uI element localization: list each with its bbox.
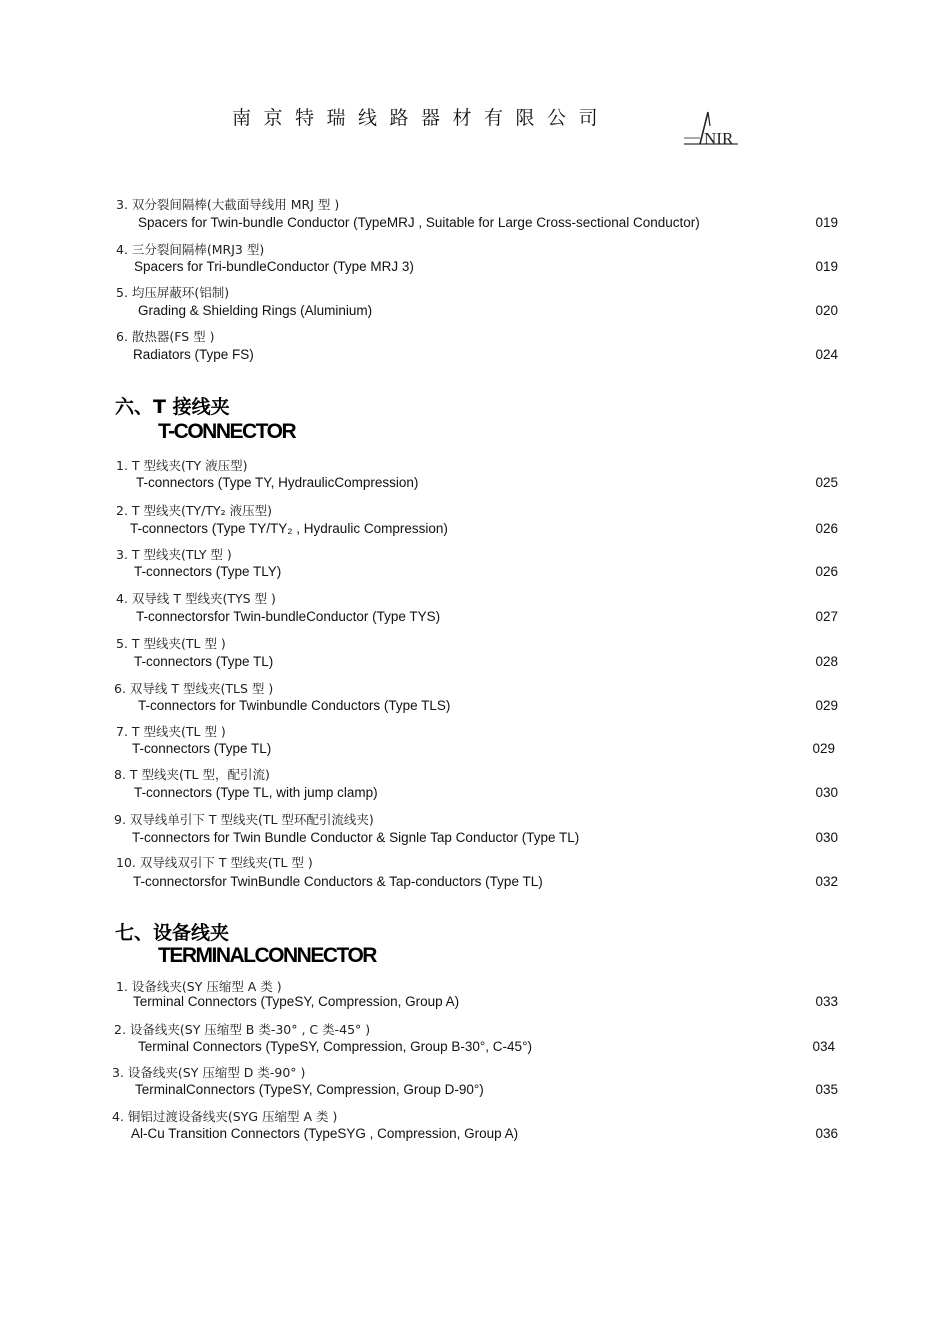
list-item-cn: 4. 三分裂间隔棒(MRJ3 型) [116, 242, 265, 257]
page-number: 026 [815, 521, 838, 536]
list-item-en: T-connectors (Type TL, with jump clamp) [134, 785, 378, 800]
page-number: 029 [815, 698, 838, 713]
page-number: 025 [815, 475, 838, 490]
list-item-en: T-connectors for Twinbundle Conductors (Type TLS) [138, 698, 451, 713]
company-logo [680, 100, 742, 152]
page-number: 030 [815, 830, 838, 845]
page-number: 019 [815, 259, 838, 274]
list-item-cn: 6. 散热器(FS 型 ) [116, 329, 215, 344]
page-number: 027 [815, 609, 838, 624]
list-item-en: Spacers for Twin-bundle Conductor (TypeMRJ , Suitable for Large Cross-sectional Conductor) [138, 215, 700, 230]
logo-text: NIR [704, 129, 734, 148]
page-number: 030 [815, 785, 838, 800]
list-item-en: T-connectorsfor TwinBundle Conductors & Tap-conductors (Type TL) [133, 874, 543, 889]
list-item-cn: 3. 设备线夹(SY 压缩型 D 类-90° ) [112, 1065, 306, 1080]
list-item-cn: 7. T 型线夹(TL 型 ) [116, 724, 226, 739]
page-number: 028 [815, 654, 838, 669]
page-number: 024 [815, 347, 838, 362]
section-title-cn: 七、设备线夹 [115, 922, 230, 944]
section-title-cn: 六、T 接线夹 [115, 396, 230, 418]
page-number: 035 [815, 1082, 838, 1097]
list-item-cn: 5. 均压屏蔽环(铝制) [116, 285, 230, 300]
list-item-en: T-connectors (Type TL) [132, 741, 272, 756]
list-item-en: T-connectors (Type TL) [134, 654, 274, 669]
page-number: 029 [812, 741, 835, 756]
page-number: 026 [815, 564, 838, 579]
list-item-en: Terminal Connectors (TypeSY, Compression, Group B-30°, C-45°) [138, 1039, 532, 1054]
list-item-en: Radiators (Type FS) [133, 347, 254, 362]
list-item-cn: 8. T 型线夹(TL 型，配引流) [114, 767, 270, 782]
section-title-en: TERMINALCONNECTOR [158, 944, 376, 967]
list-item-cn: 1. T 型线夹(TY 液压型) [116, 458, 248, 473]
page-number: 034 [812, 1039, 835, 1054]
list-item-cn: 4. 双导线 T 型线夹(TYS 型 ) [116, 591, 276, 606]
list-item-en: Spacers for Tri-bundleConductor (Type MRJ 3) [134, 259, 414, 274]
list-item-en: T-connectorsfor Twin-bundleConductor (Type TYS) [136, 609, 441, 624]
list-item-cn: 5. T 型线夹(TL 型 ) [116, 636, 226, 651]
list-item-cn: 3. T 型线夹(TLY 型 ) [116, 547, 232, 562]
list-item-en: TerminalConnectors (TypeSY, Compression, Group D-90°) [135, 1082, 484, 1097]
list-item-cn: 2. T 型线夹(TY/TY₂ 液压型) [116, 503, 273, 518]
list-item-cn: 2. 设备线夹(SY 压缩型 B 类-30° , C 类-45° ) [114, 1022, 371, 1037]
list-item-en: Grading & Shielding Rings (Aluminium) [138, 303, 373, 318]
list-item-en: T-connectors (Type TLY) [134, 564, 282, 579]
list-item-en: Al-Cu Transition Connectors (TypeSYG , Compression, Group A) [131, 1126, 519, 1141]
page-number: 033 [815, 994, 838, 1009]
list-item-cn: 6. 双导线 T 型线夹(TLS 型 ) [114, 681, 274, 696]
list-item-cn: 3. 双分裂间隔棒(大截面导线用 MRJ 型 ) [116, 197, 340, 212]
company-name: 南京特瑞线路器材有限公司 [232, 107, 611, 129]
page-number: 032 [815, 874, 838, 889]
page-number: 019 [815, 215, 838, 230]
list-item-cn: 9. 双导线单引下 T 型线夹(TL 型环配引流线夹) [114, 812, 374, 827]
list-item-en: Terminal Connectors (TypeSY, Compression, Group A) [133, 994, 460, 1009]
list-item-cn: 4. 铜铝过渡设备线夹(SYG 压缩型 A 类 ) [112, 1109, 338, 1124]
list-item-cn: 1. 设备线夹(SY 压缩型 A 类 ) [116, 979, 282, 994]
page-number: 036 [815, 1126, 838, 1141]
list-item-cn: 10. 双导线双引下 T 型线夹(TL 型 ) [116, 855, 313, 870]
section-title-en: T-CONNECTOR [158, 420, 296, 443]
list-item-en: T-connectors (Type TY, HydraulicCompression) [136, 475, 419, 490]
page-number: 020 [815, 303, 838, 318]
list-item-en: T-connectors for Twin Bundle Conductor & Signle Tap Conductor (Type TL) [132, 830, 580, 845]
list-item-en: T-connectors (Type TY/TY₂ , Hydraulic Compression) [130, 521, 448, 536]
